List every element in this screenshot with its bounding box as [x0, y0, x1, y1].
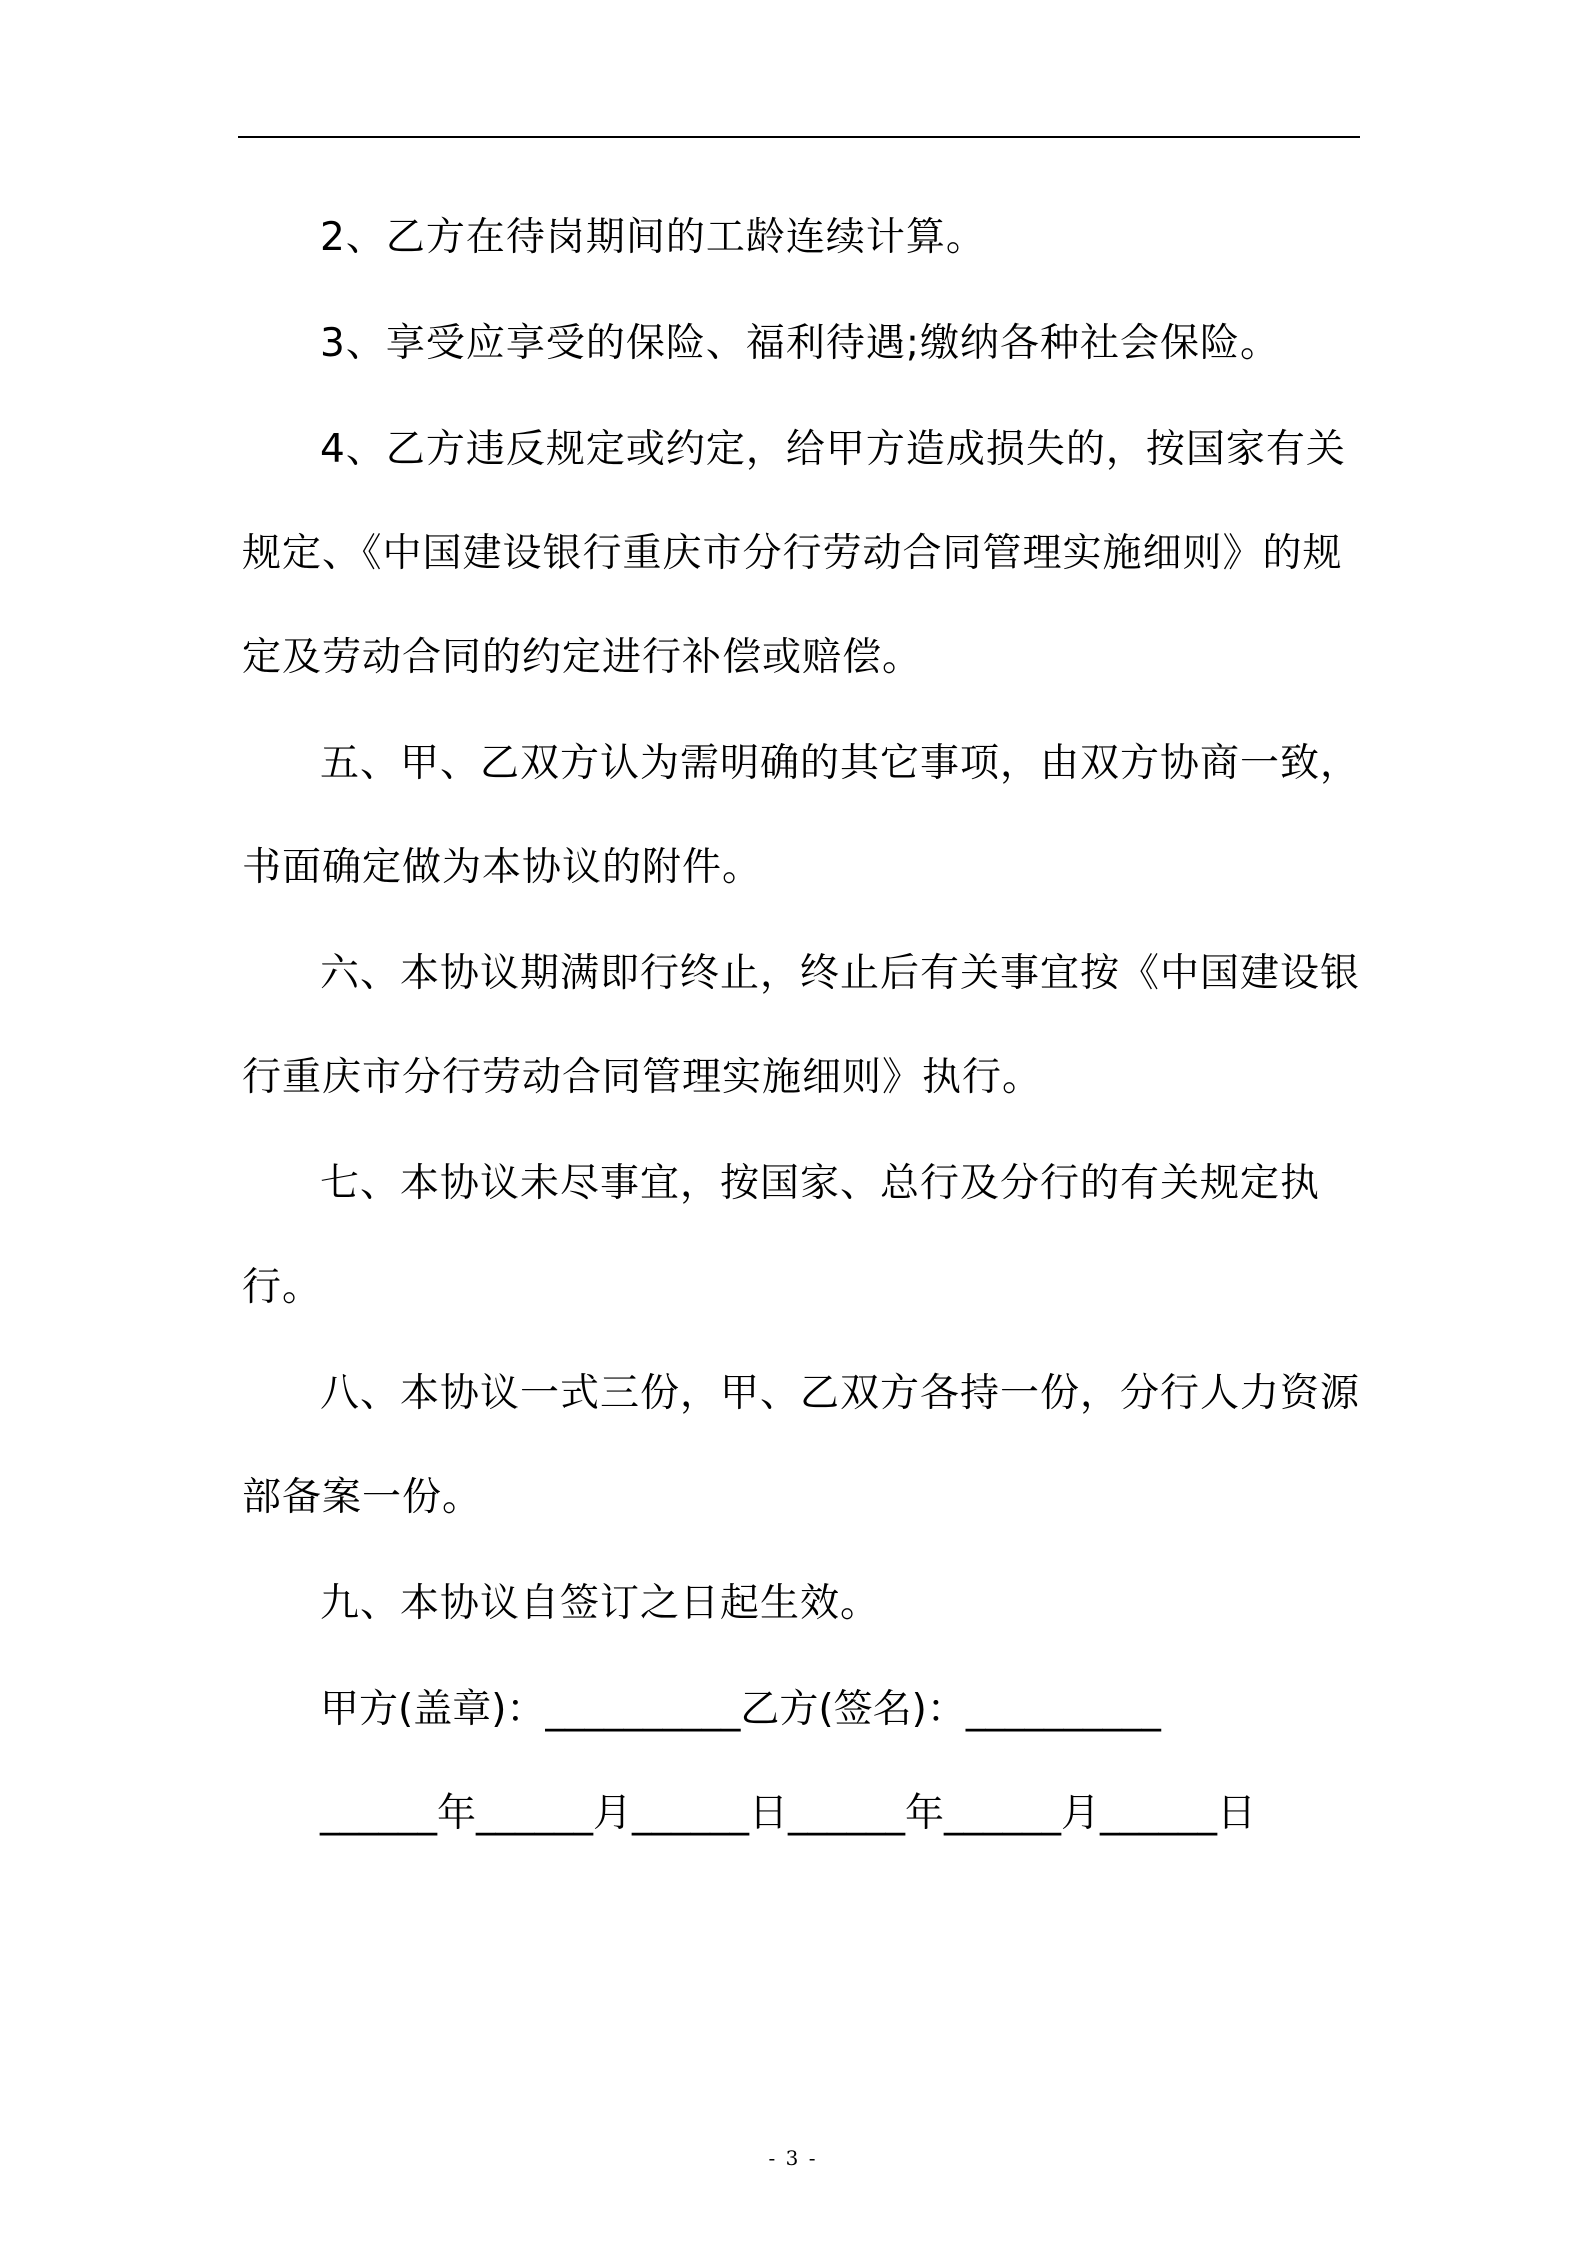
paragraph-item-3: 3、享受应享受的保险、福利待遇;缴纳各种社会保险。 — [320, 321, 1280, 366]
signature-line: 甲方(盖章)：__________乙方(签名)：__________ — [320, 1687, 1161, 1732]
page-number: - 3 - — [768, 2146, 818, 2170]
paragraph-clause-5: 五、甲、乙双方认为需明确的其它事项，由双方协商一致，书面确定做为本协议的附件。 — [242, 741, 1361, 890]
paragraph-clause-9: 九、本协议自签订之日起生效。 — [320, 1581, 881, 1626]
paragraph-clause-8: 八、本协议一式三份，甲、乙双方各持一份，分行人力资源部备案一份。 — [242, 1371, 1361, 1520]
paragraph-clause-7: 七、本协议未尽事宜，按国家、总行及分行的有关规定执行。 — [242, 1161, 1321, 1310]
date-line: ______年______月______日______年______月______日 — [320, 1791, 1257, 1836]
paragraph-item-4: 4、乙方违反规定或约定，给甲方造成损失的，按国家有关规定、《中国建设银行重庆市分行劳动合同管理实施细则》的规定及劳动合同的约定进行补偿或赔偿。 — [242, 427, 1346, 680]
paragraph-clause-6: 六、本协议期满即行终止，终止后有关事宜按《中国建设银行重庆市分行劳动合同管理实施细则》执行。 — [242, 951, 1361, 1100]
paragraph-item-2: 2、乙方在待岗期间的工龄连续计算。 — [320, 215, 986, 260]
header-rule — [238, 136, 1360, 138]
